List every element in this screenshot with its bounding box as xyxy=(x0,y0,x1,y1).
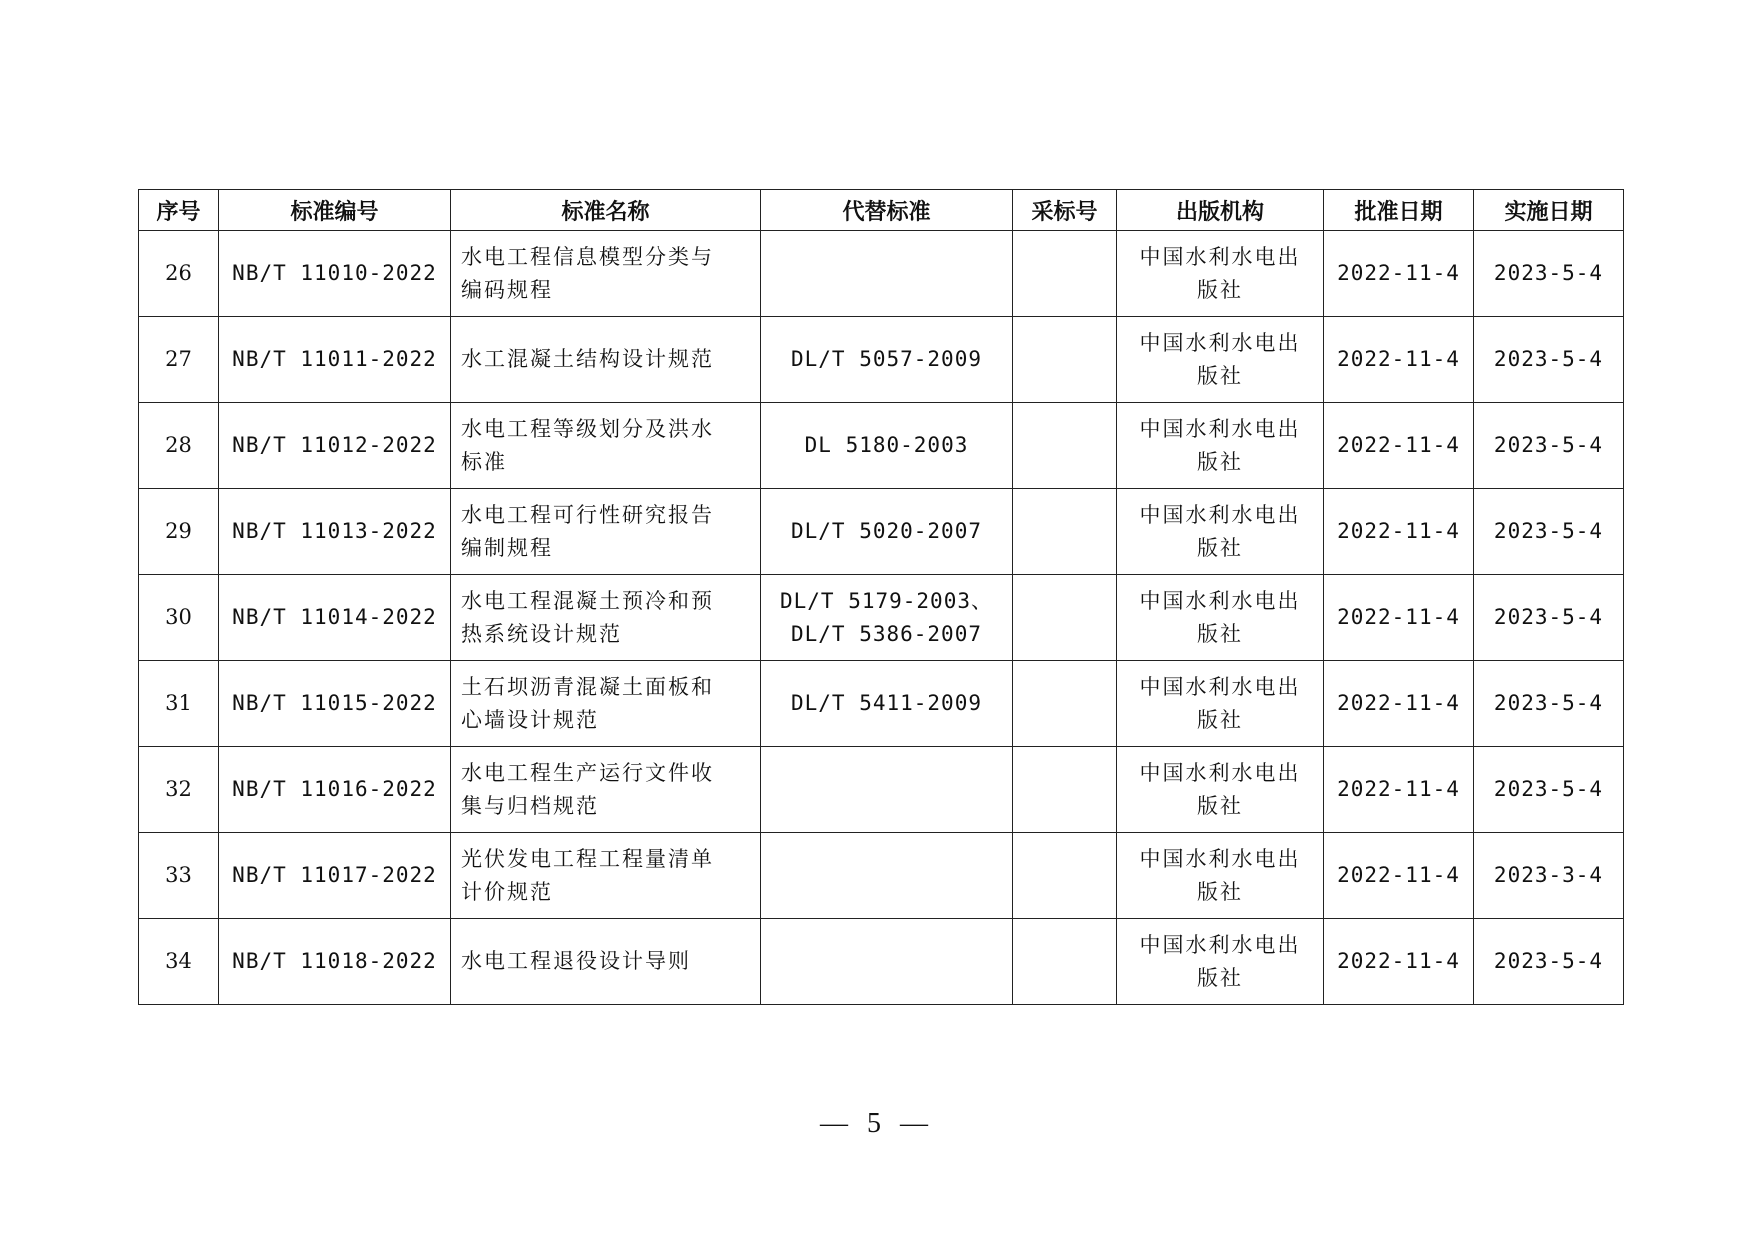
header-name: 标准名称 xyxy=(451,190,761,231)
cell-seq: 27 xyxy=(139,317,219,403)
cell-replaces-line: DL 5180-2003 xyxy=(804,433,969,457)
cell-approved: 2022-11-4 xyxy=(1324,833,1474,919)
cell-effective: 2023-5-4 xyxy=(1474,231,1624,317)
cell-approved: 2022-11-4 xyxy=(1324,403,1474,489)
cell-approved: 2022-11-4 xyxy=(1324,317,1474,403)
cell-publisher-line: 中国水利水电出 xyxy=(1139,416,1301,441)
table-row xyxy=(139,317,1624,403)
cell-code: NB/T 11016-2022 xyxy=(219,747,451,833)
cell-publisher-line: 中国水利水电出 xyxy=(1139,846,1301,871)
table-row xyxy=(139,747,1624,833)
cell-code: NB/T 11014-2022 xyxy=(219,575,451,661)
header-seq: 序号 xyxy=(139,190,219,231)
cell-effective: 2023-5-4 xyxy=(1474,747,1624,833)
cell-name-line: 土石坝沥青混凝土面板和 xyxy=(461,674,714,699)
cell-publisher-line: 版社 xyxy=(1197,621,1243,646)
cell-name-line: 水电工程可行性研究报告 xyxy=(461,502,714,527)
cell-adopted xyxy=(1013,661,1117,747)
cell-replaces-line: DL/T 5411-2009 xyxy=(790,691,982,715)
cell-name-line: 水电工程混凝土预冷和预 xyxy=(461,588,714,613)
cell-publisher xyxy=(1117,231,1324,317)
cell-approved: 2022-11-4 xyxy=(1324,919,1474,1005)
cell-publisher xyxy=(1117,317,1324,403)
cell-name xyxy=(451,833,761,919)
cell-publisher xyxy=(1117,575,1324,661)
cell-publisher-line: 中国水利水电出 xyxy=(1139,330,1301,355)
table-row xyxy=(139,661,1624,747)
cell-adopted xyxy=(1013,403,1117,489)
table-row xyxy=(139,231,1624,317)
cell-approved: 2022-11-4 xyxy=(1324,231,1474,317)
cell-publisher-line: 版社 xyxy=(1197,277,1243,302)
cell-name-line: 水工混凝土结构设计规范 xyxy=(461,347,714,371)
cell-seq: 31 xyxy=(139,661,219,747)
cell-publisher-line: 版社 xyxy=(1197,965,1243,990)
cell-name-line: 编制规程 xyxy=(461,535,553,560)
table-row xyxy=(139,833,1624,919)
cell-effective: 2023-5-4 xyxy=(1474,403,1624,489)
cell-code: NB/T 11011-2022 xyxy=(219,317,451,403)
cell-replaces xyxy=(761,575,1013,661)
cell-seq: 30 xyxy=(139,575,219,661)
cell-publisher xyxy=(1117,489,1324,575)
cell-code: NB/T 11015-2022 xyxy=(219,661,451,747)
cell-replaces xyxy=(761,747,1013,833)
cell-name xyxy=(451,661,761,747)
header-publisher: 出版机构 xyxy=(1117,190,1324,231)
cell-publisher xyxy=(1117,403,1324,489)
cell-name-line: 水电工程退役设计导则 xyxy=(461,949,691,973)
cell-name-line: 光伏发电工程工程量清单 xyxy=(461,846,714,871)
cell-replaces-line: DL/T 5020-2007 xyxy=(790,519,982,543)
cell-adopted xyxy=(1013,575,1117,661)
cell-replaces xyxy=(761,403,1013,489)
cell-adopted xyxy=(1013,919,1117,1005)
cell-effective: 2023-5-4 xyxy=(1474,489,1624,575)
cell-publisher-line: 中国水利水电出 xyxy=(1139,244,1301,269)
cell-code: NB/T 11017-2022 xyxy=(219,833,451,919)
cell-name-line: 水电工程生产运行文件收 xyxy=(461,760,714,785)
header-replaces: 代替标准 xyxy=(761,190,1013,231)
table-body xyxy=(139,231,1624,1005)
cell-name-line: 编码规程 xyxy=(461,277,553,302)
cell-effective: 2023-5-4 xyxy=(1474,919,1624,1005)
cell-publisher-line: 版社 xyxy=(1197,793,1243,818)
cell-adopted xyxy=(1013,747,1117,833)
header-code: 标准编号 xyxy=(219,190,451,231)
cell-seq: 29 xyxy=(139,489,219,575)
header-effective: 实施日期 xyxy=(1474,190,1624,231)
table-row xyxy=(139,919,1624,1005)
cell-seq: 32 xyxy=(139,747,219,833)
cell-seq: 33 xyxy=(139,833,219,919)
cell-seq: 28 xyxy=(139,403,219,489)
cell-code: NB/T 11012-2022 xyxy=(219,403,451,489)
page-number: — 5 — xyxy=(820,1108,934,1139)
cell-publisher xyxy=(1117,747,1324,833)
cell-publisher-line: 版社 xyxy=(1197,363,1243,388)
cell-publisher xyxy=(1117,833,1324,919)
cell-name xyxy=(451,575,761,661)
cell-publisher-line: 版社 xyxy=(1197,879,1243,904)
cell-name-line: 集与归档规范 xyxy=(461,793,599,818)
cell-name-line: 水电工程信息模型分类与 xyxy=(461,244,714,269)
table-row xyxy=(139,575,1624,661)
cell-name xyxy=(451,231,761,317)
standards-table xyxy=(138,189,1624,1005)
cell-adopted xyxy=(1013,833,1117,919)
cell-name xyxy=(451,747,761,833)
cell-name-line: 热系统设计规范 xyxy=(461,621,622,646)
cell-replaces xyxy=(761,489,1013,575)
cell-name xyxy=(451,489,761,575)
cell-replaces-line: DL/T 5057-2009 xyxy=(790,347,982,371)
cell-replaces-line: DL/T 5386-2007 xyxy=(790,621,982,646)
table-row xyxy=(139,489,1624,575)
cell-replaces-line: DL/T 5179-2003、 xyxy=(779,588,993,613)
cell-effective: 2023-5-4 xyxy=(1474,317,1624,403)
cell-effective: 2023-5-4 xyxy=(1474,575,1624,661)
cell-approved: 2022-11-4 xyxy=(1324,747,1474,833)
cell-approved: 2022-11-4 xyxy=(1324,489,1474,575)
cell-code: NB/T 11010-2022 xyxy=(219,231,451,317)
cell-publisher-line: 中国水利水电出 xyxy=(1139,502,1301,527)
cell-replaces xyxy=(761,661,1013,747)
cell-publisher xyxy=(1117,661,1324,747)
cell-replaces xyxy=(761,919,1013,1005)
cell-adopted xyxy=(1013,489,1117,575)
cell-name-line: 心墙设计规范 xyxy=(461,707,599,732)
cell-adopted xyxy=(1013,231,1117,317)
cell-adopted xyxy=(1013,317,1117,403)
cell-seq: 34 xyxy=(139,919,219,1005)
cell-publisher-line: 版社 xyxy=(1197,535,1243,560)
header-approved: 批准日期 xyxy=(1324,190,1474,231)
header-adopted: 采标号 xyxy=(1013,190,1117,231)
cell-publisher-line: 中国水利水电出 xyxy=(1139,588,1301,613)
cell-replaces xyxy=(761,317,1013,403)
cell-seq: 26 xyxy=(139,231,219,317)
cell-publisher-line: 版社 xyxy=(1197,707,1243,732)
cell-approved: 2022-11-4 xyxy=(1324,661,1474,747)
cell-publisher-line: 中国水利水电出 xyxy=(1139,674,1301,699)
cell-name xyxy=(451,317,761,403)
cell-effective: 2023-3-4 xyxy=(1474,833,1624,919)
cell-name-line: 水电工程等级划分及洪水 xyxy=(461,416,714,441)
cell-publisher-line: 中国水利水电出 xyxy=(1139,932,1301,957)
cell-replaces xyxy=(761,231,1013,317)
cell-publisher-line: 版社 xyxy=(1197,449,1243,474)
cell-effective: 2023-5-4 xyxy=(1474,661,1624,747)
cell-code: NB/T 11018-2022 xyxy=(219,919,451,1005)
cell-publisher-line: 中国水利水电出 xyxy=(1139,760,1301,785)
cell-replaces xyxy=(761,833,1013,919)
cell-approved: 2022-11-4 xyxy=(1324,575,1474,661)
cell-name xyxy=(451,919,761,1005)
table-header-row xyxy=(139,190,1624,231)
cell-publisher xyxy=(1117,919,1324,1005)
table-row xyxy=(139,403,1624,489)
cell-name-line: 标准 xyxy=(461,449,507,474)
cell-code: NB/T 11013-2022 xyxy=(219,489,451,575)
cell-name xyxy=(451,403,761,489)
cell-name-line: 计价规范 xyxy=(461,879,553,904)
